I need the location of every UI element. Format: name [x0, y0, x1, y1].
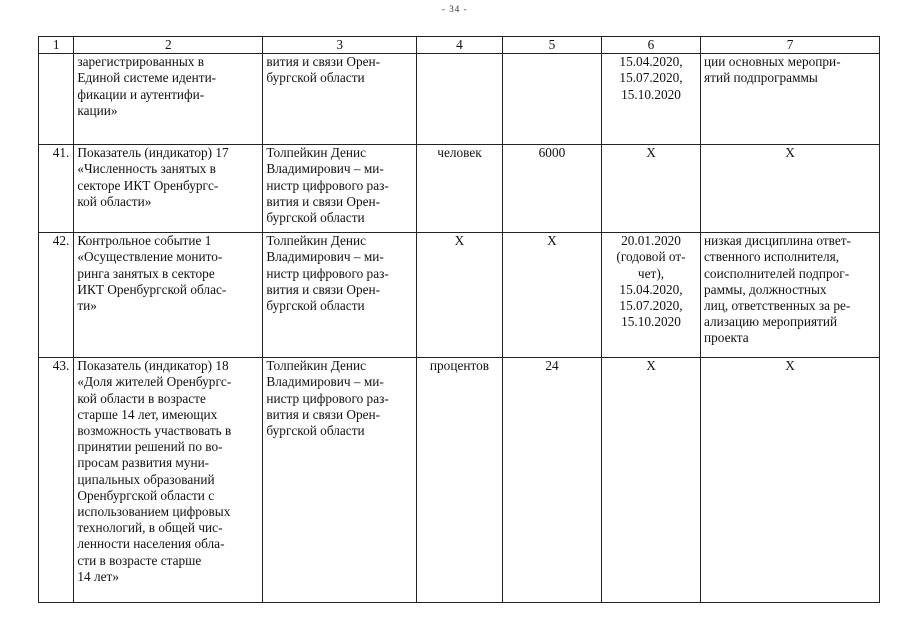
deadline-dates: 20.01.2020 (годовой от- чет), 15.04.2020, 15.07.2020, 15.10.2020 — [601, 233, 700, 358]
table-row — [39, 358, 880, 603]
risk-note: ции основных меропри- ятий подпрограммы — [701, 54, 880, 145]
deadline-dates: 15.04.2020, 15.07.2020, 15.10.2020 — [601, 54, 700, 145]
responsible-person: Толпейкин Денис Владимирович – ми- нистр цифрового раз- вития и связи Орен- бургской области — [263, 233, 417, 358]
header-cell-4: 4 — [417, 37, 503, 54]
header-cell-6: 6 — [601, 37, 700, 54]
responsible-person: вития и связи Орен- бургской области — [263, 54, 417, 145]
unit-of-measure: человек — [417, 145, 503, 233]
indicator-value: 6000 — [502, 145, 601, 233]
responsible-person: Толпейкин Денис Владимирович – ми- нистр цифрового раз- вития и связи Орен- бургской области — [263, 358, 417, 603]
deadline-dates: Х — [601, 145, 700, 233]
risk-note: низкая дисциплина ответ- ственного исполнителя, соисполнителей подпрог- раммы, должностных лиц, ответственных за ре- ализацию мероприятий проекта — [701, 233, 880, 358]
page-number-mark: - 34 - — [442, 4, 468, 14]
row-number: 42. — [39, 233, 74, 358]
indicator-value — [502, 54, 601, 145]
header-row — [39, 37, 880, 54]
risk-note: Х — [701, 145, 880, 233]
unit-of-measure — [417, 54, 503, 145]
risk-note: Х — [701, 358, 880, 603]
table-row — [39, 233, 880, 358]
header-cell-5: 5 — [502, 37, 601, 54]
header-cell-7: 7 — [701, 37, 880, 54]
indicator-name: Контрольное событие 1 «Осуществление монито- ринга занятых в секторе ИКТ Оренбургской облас- ти» — [74, 233, 263, 358]
table-row — [39, 145, 880, 233]
header-cell-3: 3 — [263, 37, 417, 54]
deadline-dates: Х — [601, 358, 700, 603]
unit-of-measure: Х — [417, 233, 503, 358]
indicator-name: зарегистрированных в Единой системе иденти- фикации и аутентифи- кации» — [74, 54, 263, 145]
indicator-name: Показатель (индикатор) 18 «Доля жителей Оренбургс- кой области в возрасте старше 14 лет, имеющих возможность участвовать в принятии решений по во- просам развития муни- ципальных образований Оренбургской области с использованием цифровых технологий, в общей чис- ленности населения обла- сти в возрасте старше 14 лет» — [74, 358, 263, 603]
indicators-table — [38, 36, 880, 603]
unit-of-measure: процентов — [417, 358, 503, 603]
responsible-person: Толпейкин Денис Владимирович – ми- нистр цифрового раз- вития и связи Орен- бургской области — [263, 145, 417, 233]
row-number — [39, 54, 74, 145]
row-number: 41. — [39, 145, 74, 233]
header-cell-1: 1 — [39, 37, 74, 54]
table-row — [39, 54, 880, 145]
indicator-name: Показатель (индикатор) 17 «Численность занятых в секторе ИКТ Оренбургс- кой области» — [74, 145, 263, 233]
indicator-value: Х — [502, 233, 601, 358]
header-cell-2: 2 — [74, 37, 263, 54]
indicator-value: 24 — [502, 358, 601, 603]
row-number: 43. — [39, 358, 74, 603]
